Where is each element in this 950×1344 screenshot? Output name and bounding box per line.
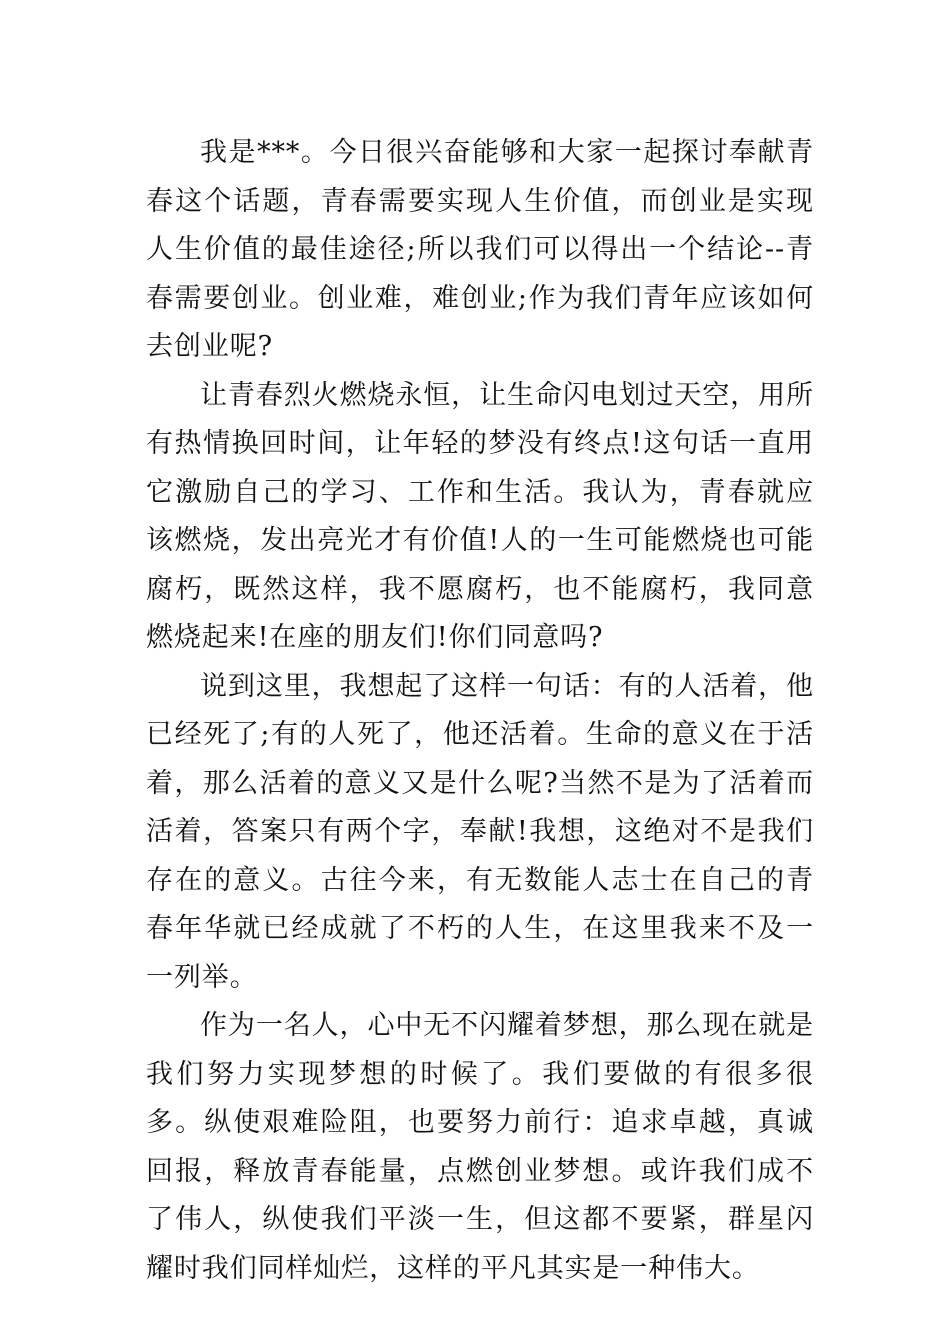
paragraph-2: 让青春烈火燃烧永恒，让生命闪电划过天空，用所有热情换回时间，让年轻的梦没有终点!这句话一直用它激励自己的学习、工作和生活。我认为，青春就应该燃烧，发出亮光才有价值!人的一生可能燃烧也可能腐朽，既然这样，我不愿腐朽，也不能腐朽，我同意燃烧起来!在座的朋友们!你们同意吗? bbox=[146, 379, 814, 653]
document-body bbox=[146, 129, 814, 1293]
paragraph-3: 说到这里，我想起了这样一句话：有的人活着，他已经死了;有的人死了，他还活着。生命的意义在于活着，那么活着的意义又是什么呢?当然不是为了活着而活着，答案只有两个字，奉献!我想，这绝对不是我们存在的意义。古往今来，有无数能人志士在自己的青春年华就已经成就了不朽的人生，在这里我来不及一一列举。 bbox=[146, 670, 814, 993]
paragraph-4: 作为一名人，心中无不闪耀着梦想，那么现在就是我们努力实现梦想的时候了。我们要做的有很多很多。纵使艰难险阻，也要努力前行：追求卓越，真诚回报，释放青春能量，点燃创业梦想。或许我们成不了伟人，纵使我们平淡一生，但这都不要紧，群星闪耀时我们同样灿烂，这样的平凡其实是一种伟大。 bbox=[146, 1010, 814, 1284]
paragraph-1: 我是***。今日很兴奋能够和大家一起探讨奉献青春这个话题，青春需要实现人生价值，而创业是实现人生价值的最佳途径;所以我们可以得出一个结论--青春需要创业。创业难，难创业;作为我们青年应该如何去创业呢? bbox=[146, 137, 814, 362]
